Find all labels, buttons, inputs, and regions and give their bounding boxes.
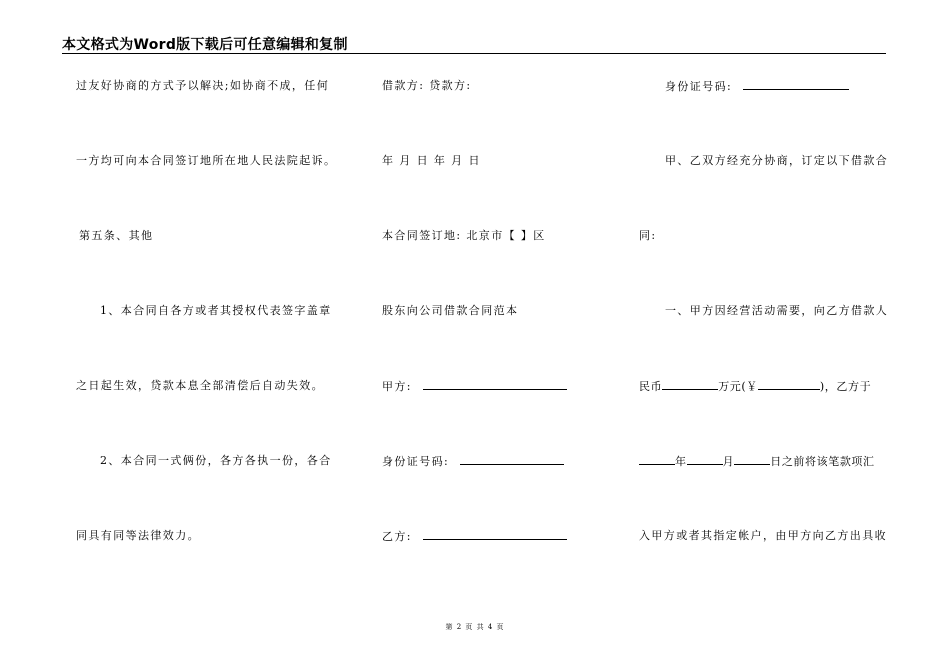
month-blank <box>687 454 723 465</box>
id-number-blank <box>743 79 849 90</box>
document-header: 本文格式为Word版下载后可任意编辑和复制 <box>62 37 348 53</box>
day-label-tail: 日之前将该笔款项汇 <box>770 455 875 468</box>
contract-title: 股东向公司借款合同范本 <box>382 304 519 317</box>
paragraph-line: 1、本合同自各方或者其授权代表签字盖章 <box>100 304 332 317</box>
paragraph-line: 一方均可向本合同签订地所在地人民法院起诉。 <box>76 154 337 167</box>
amount-figure-blank <box>758 379 820 390</box>
paragraph-line: 甲、乙双方经充分协商，订定以下借款合 <box>665 154 889 167</box>
id-number-label: 身份证号码: <box>665 80 733 93</box>
deadline-line <box>639 454 875 469</box>
header-divider <box>62 53 886 54</box>
date-line: 年 月 日 年 月 日 <box>382 154 481 167</box>
party-b-label: 乙方: <box>382 530 412 543</box>
amount-label-currency: 民币 <box>639 380 663 393</box>
page-number: 第 2 页 共 4 页 <box>445 623 505 631</box>
paragraph-line: 之日起生效，贷款本息全部清偿后自动失效。 <box>76 379 324 392</box>
paragraph-line: 同具有同等法律效力。 <box>76 529 200 542</box>
section-heading: 第五条、其他 <box>79 229 154 242</box>
amount-line <box>639 379 871 394</box>
amount-label-unit: 万元(￥ <box>718 380 758 393</box>
party-b-field <box>382 529 567 544</box>
month-label: 月 <box>722 455 735 468</box>
party-a-blank <box>423 379 567 390</box>
amount-blank <box>662 379 718 390</box>
year-blank <box>639 454 675 465</box>
day-blank <box>734 454 770 465</box>
id-number-field <box>665 79 849 94</box>
party-a-label: 甲方: <box>382 380 412 393</box>
amount-label-tail: )，乙方于 <box>819 380 872 393</box>
paragraph-line: 入甲方或者其指定帐户，由甲方向乙方出具收 <box>639 529 887 542</box>
signature-parties-line: 借款方: 贷款方: <box>382 79 472 92</box>
party-a-field <box>382 379 567 394</box>
paragraph-line: 同: <box>639 229 657 242</box>
paragraph-line: 过友好协商的方式予以解决;如协商不成，任何 <box>76 79 330 92</box>
signing-place-line: 本合同签订地: 北京市【 】区 <box>382 229 546 242</box>
year-label: 年 <box>675 455 687 468</box>
paragraph-line: 2、本合同一式俩份，各方各执一份，各合 <box>100 454 332 467</box>
paragraph-line: 一、甲方因经营活动需要，向乙方借款人 <box>665 304 889 317</box>
id-number-field <box>382 454 564 469</box>
id-number-blank <box>460 454 564 465</box>
id-number-label: 身份证号码: <box>382 455 450 468</box>
party-b-blank <box>423 529 567 540</box>
